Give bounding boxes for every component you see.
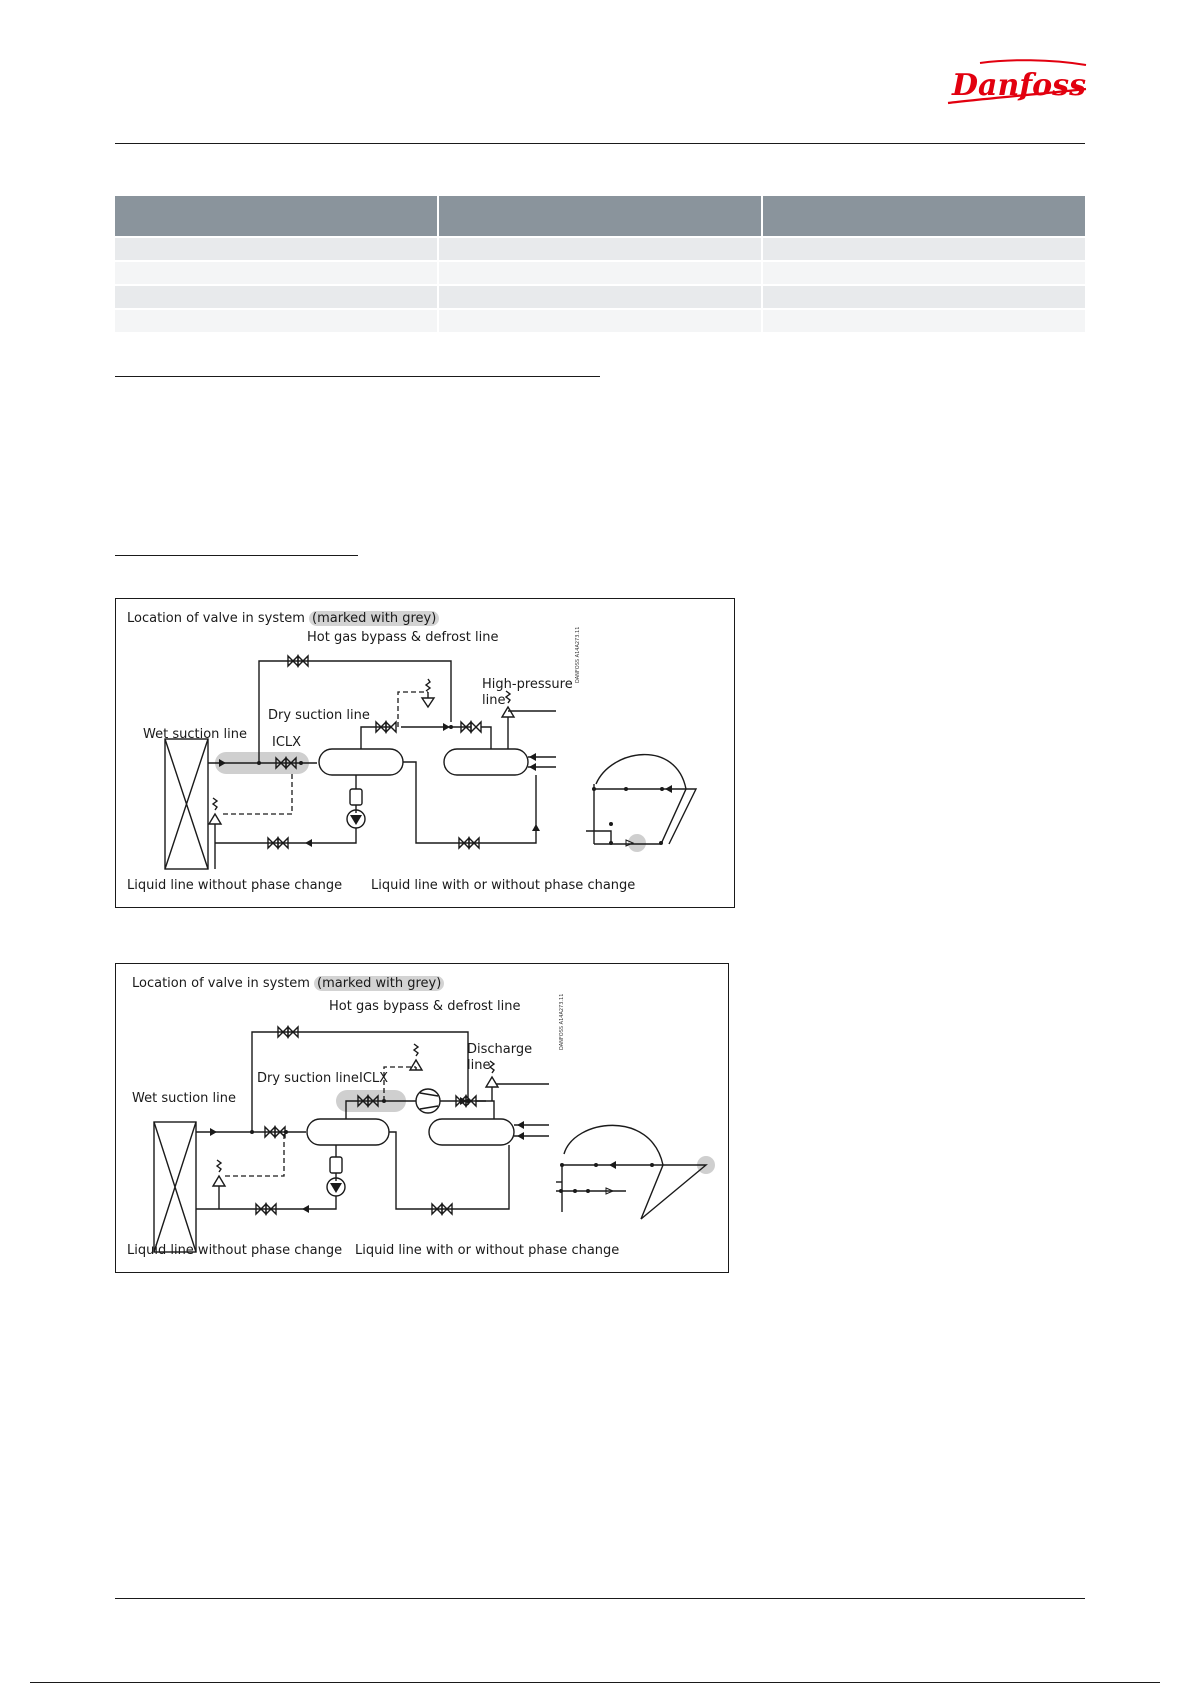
svg-text:Danfoss: Danfoss	[952, 68, 1086, 103]
label-liquid-no-phase: Liquid line without phase change	[127, 878, 343, 893]
system-diagram-2	[115, 963, 729, 1273]
section-rule	[115, 376, 600, 377]
table-row	[115, 238, 1085, 260]
label-dry-suction-line: Dry suction line	[268, 708, 370, 723]
label-high-pressure-line: High-pressure line	[482, 677, 573, 708]
label-discharge-line: Discharge line	[467, 1042, 533, 1073]
table-row	[115, 262, 1085, 284]
label-wet-suction-line: Wet suction line	[132, 1091, 236, 1106]
label-valve-iclx: ICLX	[272, 735, 302, 750]
page-bottom-rule	[30, 1682, 1160, 1683]
table-header-cell	[439, 196, 761, 236]
label-valve-iclx: ICLX	[359, 1071, 389, 1086]
table-row	[115, 310, 1085, 332]
label-hot-gas-line: Hot gas bypass & defrost line	[329, 999, 521, 1014]
footer-rule	[115, 1598, 1085, 1599]
grey-highlight-label: (marked with grey)	[314, 976, 444, 991]
drawing-code: DANFOSS A14A273.11	[559, 993, 565, 1050]
piping-schematic-2	[116, 964, 728, 1272]
label-wet-suction-line: Wet suction line	[143, 727, 247, 742]
label-dry-suction-line: Dry suction line	[257, 1071, 359, 1086]
table-header-cell	[115, 196, 437, 236]
section-rule	[115, 555, 358, 556]
table-header-cell	[763, 196, 1085, 236]
table-col-divider	[437, 196, 439, 332]
table-col-divider	[761, 196, 763, 332]
grey-highlight-label: (marked with grey)	[309, 611, 439, 626]
danfoss-logo-graphic	[940, 55, 1090, 115]
header-rule	[115, 143, 1085, 144]
piping-schematic-1	[116, 599, 734, 907]
drawing-code: DANFOSS A14A273.11	[575, 626, 581, 683]
label-hot-gas-line: Hot gas bypass & defrost line	[307, 630, 499, 645]
label-liquid-no-phase: Liquid line without phase change	[127, 1243, 343, 1258]
danfoss-logo	[940, 55, 1090, 115]
diagram-title: Location of valve in system (marked with grey)	[127, 611, 439, 627]
label-liquid-phase: Liquid line with or without phase change	[371, 878, 636, 893]
system-diagram-1	[115, 598, 735, 908]
label-liquid-phase: Liquid line with or without phase change	[355, 1243, 620, 1258]
diagram-title: Location of valve in system (marked with grey)	[132, 976, 444, 992]
table-row	[115, 286, 1085, 308]
